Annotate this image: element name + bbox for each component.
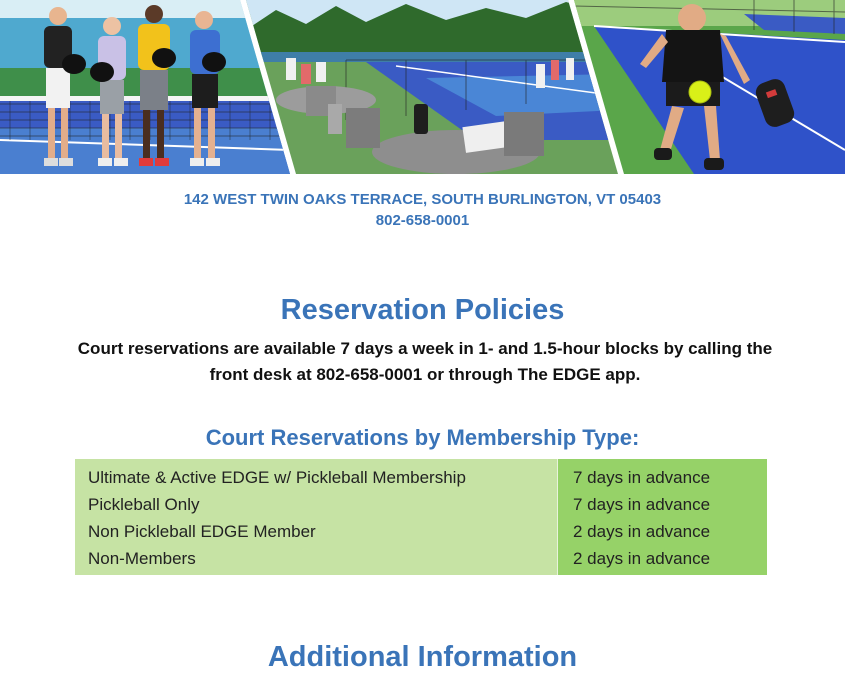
advance-booking-cell: 7 days in advance [573,468,711,487]
membership-type-cell: Non Pickleball EDGE Member [88,522,316,541]
advance-booking-cell: 2 days in advance [573,522,711,541]
group-players-photo [0,0,290,174]
address-block [0,189,845,231]
additional-information-heading: Additional Information [267,641,578,673]
photo-banner [0,0,845,174]
reservation-policies-text: Court reservations are available 7 days a week in 1- and 1.5-hour blocks by calling the front desk at 802-658-0001 or through The EDGE app. [77,339,773,384]
advance-booking-column [557,459,767,575]
phone-number: 802-658-0001 [375,212,470,229]
membership-type-cell: Ultimate & Active EDGE w/ Pickleball Membership [88,468,466,487]
reservation-policies-heading: Reservation Policies [280,294,565,326]
membership-type-cell: Pickleball Only [88,495,200,514]
courtside-seating-photo [246,0,618,174]
membership-table [75,459,767,575]
membership-type-cell: Non-Members [88,549,196,568]
advance-booking-cell: 7 days in advance [573,495,711,514]
membership-table-heading: Court Reservations by Membership Type: [205,425,640,450]
membership-type-column [75,459,557,575]
advance-booking-cell: 2 days in advance [573,549,711,568]
player-action-photo [574,0,845,174]
street-address: 142 WEST TWIN OAKS TERRACE, SOUTH BURLINGTON, VT 05403 [183,191,662,208]
